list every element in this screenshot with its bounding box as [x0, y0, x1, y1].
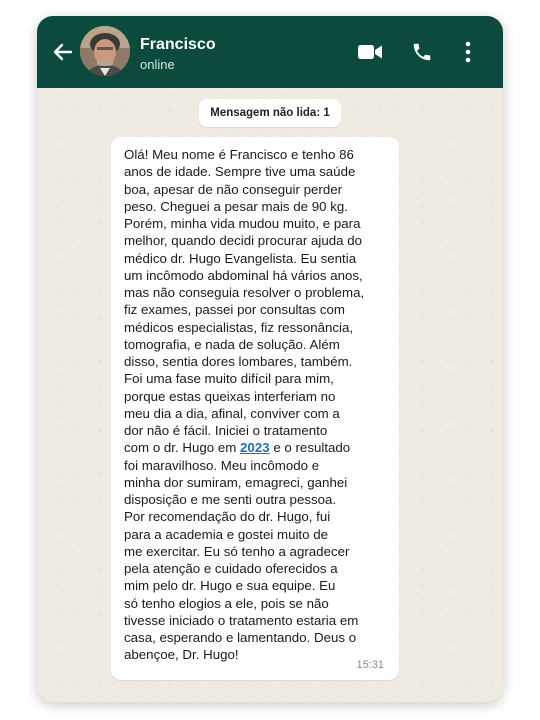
message-line: disposição e me senti outra pessoa.: [124, 492, 337, 507]
message-line: para a academia e gostei muito de: [124, 526, 329, 542]
message-line: dor não é fácil. Iniciei o tratamento: [124, 423, 328, 438]
back-arrow-icon[interactable]: [51, 40, 75, 64]
link-line-before: com o dr. Hugo em: [124, 440, 241, 456]
year-link[interactable]: 2023: [240, 440, 270, 456]
message-line: minha dor sumiram, emagreci, ganhei: [124, 474, 348, 490]
message-line: anos de idade. Sempre tive uma saúde: [124, 164, 356, 180]
message-line: médicos especialistas, fiz ressonância,: [124, 319, 354, 335]
message-line: fiz exames, passei por consultas com: [124, 302, 345, 318]
link-line-after: e o resultado: [269, 440, 351, 456]
message-bubble[interactable]: [111, 137, 399, 680]
message-text: [124, 146, 390, 664]
message-line: boa, apesar de não conseguir perder: [124, 181, 343, 197]
chat-window: [37, 16, 503, 702]
message-line: meu dia a dia, afinal, conviver com a: [124, 405, 340, 421]
phone-call-icon[interactable]: [411, 41, 433, 63]
video-call-icon[interactable]: [357, 42, 383, 62]
unread-messages-badge: Mensagem não lida: 1: [199, 99, 341, 127]
message-line: Porém, minha vida mudou muito, e para: [124, 216, 361, 231]
message-line: um incômodo abdominal há vários anos,: [124, 267, 363, 283]
message-line: porque estas queixas interferiam no: [124, 388, 336, 404]
message-line: tomografia, e nada de solução. Além: [124, 336, 340, 352]
message-line: tivesse iniciado o tratamento estaria em: [124, 612, 359, 628]
message-line: melhor, quando decidi procurar ajuda do: [124, 233, 363, 249]
message-line: Foi uma fase muito difícil para mim,: [124, 371, 334, 387]
message-line: mas não conseguia resolver o problema,: [124, 285, 365, 300]
contact-name[interactable]: Francisco: [140, 36, 216, 53]
message-line: só tenho elogios a ele, pois se não: [124, 595, 329, 611]
more-options-icon[interactable]: [461, 41, 475, 63]
message-line: médico dr. Hugo Evangelista. Eu sentia: [124, 250, 357, 266]
message-line: pela atenção e cuidado oferecidos a: [124, 561, 338, 576]
message-line: abençoe, Dr. Hugo!: [124, 647, 239, 663]
message-line: casa, esperando e lamentando. Deus o: [124, 630, 357, 645]
message-line: Por recomendação do dr. Hugo, fui: [124, 509, 331, 525]
avatar-photo: [80, 26, 130, 76]
chat-header: [37, 16, 503, 88]
message-line-with-link: [124, 439, 390, 456]
message-line: disso, sentia dores lombares, também.: [124, 354, 353, 369]
message-line: peso. Cheguei a pesar mais de 90 kg.: [124, 198, 348, 214]
message-line: mim pelo dr. Hugo e sua equipe. Eu: [124, 578, 336, 594]
avatar[interactable]: [80, 26, 130, 76]
message-line: foi maravilhoso. Meu incômodo e: [124, 457, 320, 473]
message-line: me exercitar. Eu só tenho a agradecer: [124, 543, 350, 559]
message-line: Olá! Meu nome é Francisco e tenho 86: [124, 147, 354, 162]
message-timestamp: 15:31: [356, 659, 384, 671]
contact-status: online: [140, 57, 175, 72]
